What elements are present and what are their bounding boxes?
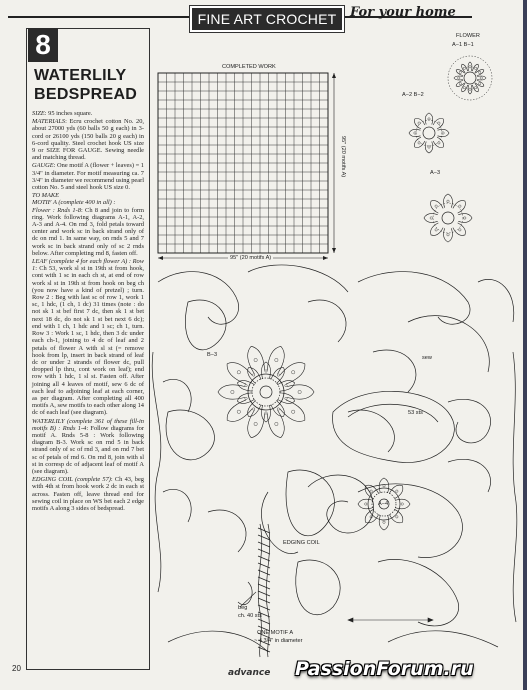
size-text: : 95 inches square. — [44, 110, 93, 117]
materials-text: : Ecru crochet cotton No. 20, about 27000 yds (60 balls 50 g each) in 3-cord or 26100 yds (150 balls 20 g each) in 6-cord quality. Steel crochet hook US size 9 or SIZE FOR GAUGE. Sewing needle and matching thread. — [32, 118, 144, 162]
brand-banner: FINE ART CROCHET — [190, 6, 344, 32]
gauge-label: GAUGE — [32, 162, 54, 170]
leaf-text: : Ch 53, work sl st in 19th st from hook, cont with 1 sc in each ch st, at end of row work sl st in 19th st from hook on beg ch (you now have a kind of pretzel) ; turn. Row 2 : Beg with last sc of row 1, work 1 sc, 1 hdc, (1 ch, 1 dc) 31 times (note : do not sk 1 st bef first 7 dc, then sk 1 st bet next 18 dc, do not sk 1 st bet next 6 dc); end with 1 ch, 1 hdc and 1 sc; ch 1, turn. Row 3 : Work 1 sc, 1 hdc, then 3 dc under each ch-1, joining to 4 dc of leaf and 2 petals of flower A with sl st (= remove hook from lp, insert in back strand of leaf dc or under 2 strands of flower dc, pull dropped lp thru, cont work on leaf); end row with 1 hdc, 1 sl st. Fasten off. After joining all 4 leaves of motif, sew 6 dc of each leaf to adjoining leaf at each corner, as per diagram. After completing all 400 motifs A, sew motifs to each other along 14 dc of each leaf (see diagram). — [32, 265, 144, 417]
sew-label: sew — [422, 355, 432, 361]
a1-b1-label: A−1 B−1 — [452, 42, 474, 48]
a2-b2-label: A−2 B−2 — [402, 92, 424, 98]
waterlily-label: WATERLILY (complete 361 of these fill-in motifs B) : Rnds 1-4 — [32, 417, 144, 432]
completed-work-label: COMPLETED WORK — [222, 64, 276, 70]
height-label: 95" (20 motifs A) — [340, 136, 346, 178]
flower-diagram-a1 — [440, 48, 500, 108]
tagline: For your home — [350, 5, 456, 20]
one-motif-label: ONE MOTIF A — [257, 630, 294, 636]
sts-label: 53 sts — [408, 410, 423, 416]
edging-label: EDGING COIL (complete 57) — [32, 476, 111, 484]
a3-label: A−3 — [430, 170, 441, 176]
gauge-text: : One motif A (flower + leaves) = 1 3/4" in diameter. For motif measuring ca. 7 3/4" in diameter we recommend using pearl cotton No. 5 and steel hook US size 0. — [32, 162, 144, 192]
leaf-label: LEAF (complete 4 for each flower A) : Row 1 — [32, 258, 144, 273]
watermark: PassionForum.ru — [295, 658, 474, 680]
pattern-title: WATERLILY BEDSPREAD — [34, 67, 138, 103]
waterlily-text: : Follow diagrams for motif A. Rnds 5-8 : Work following diagram B-3. Work sc on rnd 5 in back strand only of sc of rnd 3, and on rnd 7 bet sc of petals of rnd 6. On rnd 8, join with sl st in corresp dc of adjacent leaf of motif A (see diagram). — [32, 424, 144, 475]
flower-label: Flower : Rnds 1-8 — [32, 206, 81, 214]
page-edge — [523, 0, 527, 690]
flower-text: : Ch 8 and join to form ring. Work following diagrams A-1, A-2, A-3 and A-4. On rnd 3, fold petals toward center and work sc in back strand only of dc on rnd 1. In same way, on rnds 5 and 7 work sc in back strand only of sc 2 rnds below. After completing rnd 8, fasten off. — [32, 206, 145, 257]
materials-label: MATERIALS — [32, 118, 66, 126]
flower-diagram-a2 — [396, 100, 462, 166]
diameter-label: ~ 4 3/4" in diameter — [254, 638, 303, 644]
page-number: 20 — [12, 664, 21, 673]
size-label: SIZE — [32, 110, 45, 117]
beg-label: beg — [238, 605, 248, 611]
edging-text: : Ch 43, beg with 4th st from hook work 2 dc in each st across. Fasten off, leave thread end for sewing coil in place on WS bet each 2 edge motifs A along 3 sides of bedspread. — [32, 476, 144, 512]
ch40-label: ch. 40 sts — [238, 613, 262, 619]
b3-label: B−3 — [207, 352, 218, 358]
edging-coil-label: EDGING COIL — [283, 540, 320, 546]
motif-a-label: MOTIF A (complete 400 in all) : — [32, 199, 116, 207]
flower-heading: FLOWER — [456, 33, 480, 39]
pattern-number-badge: 8 — [28, 28, 58, 62]
flower-diagram-a3 — [410, 180, 486, 256]
a4-label: A−4 — [378, 501, 389, 507]
width-label: 95" (20 motifs A) — [230, 255, 272, 261]
publisher-logo: advance — [228, 668, 271, 678]
assembly-diagram — [148, 262, 523, 662]
to-make-label: TO MAKE — [32, 192, 60, 200]
